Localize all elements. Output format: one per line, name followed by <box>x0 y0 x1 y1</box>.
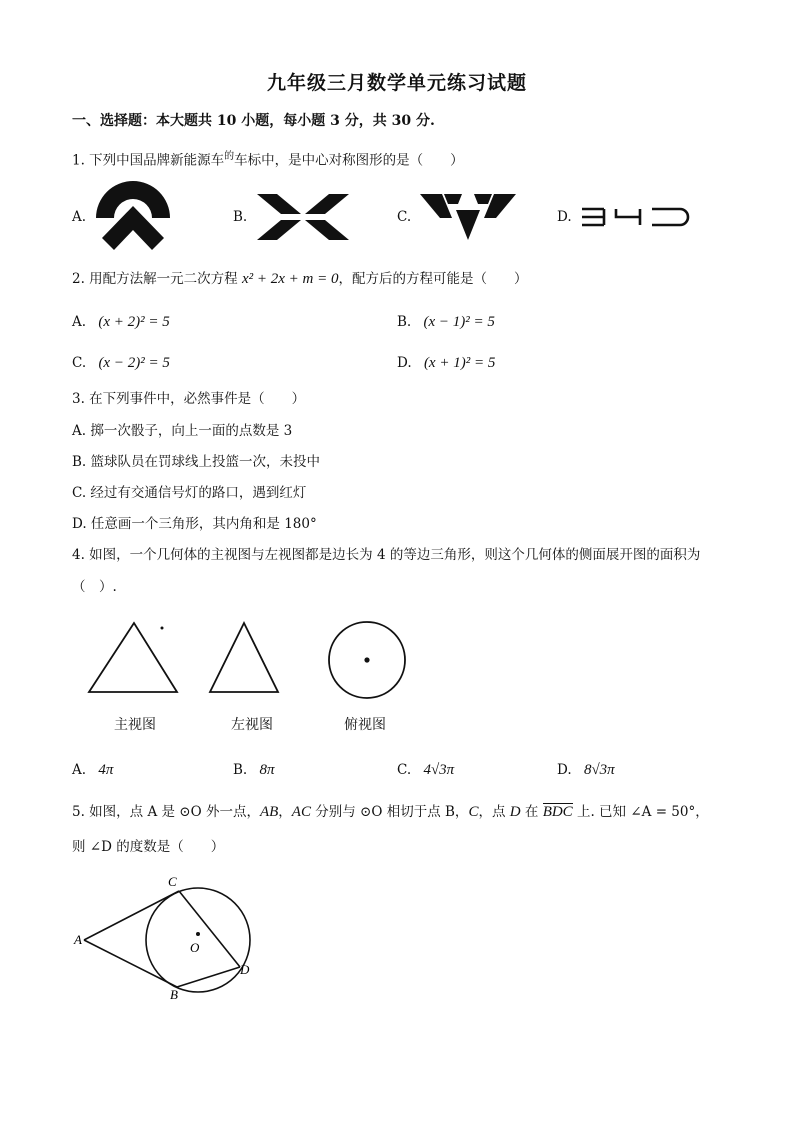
q5-point-c: C <box>468 804 479 820</box>
label-point-c: C <box>168 874 177 889</box>
q4-option-d-value: 8√3π <box>583 762 615 778</box>
q2-option-d-expr: (x + 1)² = 5 <box>423 355 496 371</box>
question-3-stem: 3. 在下列事件中，必然事件是（ ） <box>72 391 306 407</box>
q1-stem-part: 车标中，是中心对称图形的是（ ） <box>234 152 464 169</box>
q2-option-b-expr: (x − 1)² = 5 <box>423 314 495 330</box>
label-point-o: O <box>190 940 200 955</box>
q4-option-a-value: 4π <box>98 762 114 778</box>
logo-b-icon <box>255 192 351 242</box>
q5-text: ，点 <box>478 804 510 820</box>
q5-text: 5. 如图，点 A 是 ⊙O 外一点， <box>72 804 260 820</box>
q3-option-d[interactable]: D. 任意画一个三角形，其内角和是 180° <box>72 516 317 532</box>
q2-stem-part: ，配方后的方程可能是（ ） <box>338 271 528 287</box>
q1-option-c-label[interactable]: C. <box>397 209 412 225</box>
caption-front-view: 主视图 <box>114 717 156 733</box>
question-2-stem <box>72 270 527 288</box>
q4-option-a[interactable] <box>72 761 113 779</box>
q3-option-a[interactable]: A. 掷一次骰子，向上一面的点数是 3 <box>72 423 293 439</box>
q5-text: 分别与 ⊙O 相切于点 B， <box>310 804 469 820</box>
label-point-d: D <box>240 962 250 977</box>
q5-circle-tangent-diagram <box>66 872 266 1002</box>
label-point-a: A <box>74 932 82 947</box>
q4-option-c-label: C. <box>397 762 412 778</box>
q2-option-d[interactable] <box>397 354 495 372</box>
q3-option-c[interactable]: C. 经过有交通信号灯的路口，遇到红灯 <box>72 485 307 501</box>
page-title: 九年级三月数学单元练习试题 <box>266 72 527 94</box>
q2-option-a-expr: (x + 2)² = 5 <box>98 314 170 330</box>
q1-option-a-label[interactable]: A. <box>72 209 87 225</box>
q5-point-d: D <box>509 804 521 820</box>
q2-option-b-label: B. <box>397 314 412 330</box>
q1-option-d-label[interactable]: D. <box>557 209 572 225</box>
q5-text: 上. 已知 ∠A = 50°， <box>572 804 709 820</box>
q4-option-c-value: 4√3π <box>423 762 455 778</box>
q2-option-a[interactable] <box>72 313 170 331</box>
q5-text: 在 <box>520 804 543 820</box>
caption-side-view: 左视图 <box>231 717 273 733</box>
logo-c-icon <box>418 192 518 242</box>
q4-option-a-label: A. <box>72 762 87 778</box>
question-5-stem-end: 则 ∠D 的度数是（ ） <box>72 839 225 855</box>
q4-option-d-label: D. <box>557 762 572 778</box>
q4-option-b-label: B. <box>233 762 248 778</box>
logo-d-icon <box>580 207 692 227</box>
q4-option-b[interactable] <box>233 761 275 779</box>
label-point-b: B <box>170 987 178 1002</box>
question-4-stem: 4. 如图，一个几何体的主视图与左视图都是边长为 4 的等边三角形，则这个几何体的侧面展开图的面积为 <box>72 547 701 563</box>
q2-option-c-expr: (x − 2)² = 5 <box>98 355 170 371</box>
q4-option-c[interactable] <box>397 761 454 779</box>
q2-equation: x² + 2x + m = 0 <box>241 271 339 287</box>
question-4-stem-end: （ ）. <box>72 579 117 595</box>
q4-option-d[interactable] <box>557 761 615 779</box>
q2-option-b[interactable] <box>397 313 495 331</box>
top-view-circle <box>325 620 409 702</box>
q5-segment-ac: AC <box>291 804 311 820</box>
section-heading: 一、选择题：本大题共 10 小题，每小题 3 分，共 30 分. <box>72 113 435 129</box>
q4-option-b-value: 8π <box>259 762 275 778</box>
question-1-stem <box>72 148 464 170</box>
question-5-stem <box>72 803 772 821</box>
side-view-triangle <box>207 620 287 696</box>
q3-option-b[interactable]: B. 篮球队员在罚球线上投篮一次，未投中 <box>72 454 321 470</box>
q1-stem-part: 1. 下列中国品牌新能源车 <box>72 152 225 169</box>
logo-a-icon <box>92 180 174 254</box>
q5-arc-bdc: BDC <box>542 804 573 820</box>
q5-text: ， <box>278 804 292 820</box>
q2-option-d-label: D. <box>397 355 412 371</box>
q2-option-c[interactable] <box>72 354 170 372</box>
q1-option-b-label[interactable]: B. <box>233 209 248 225</box>
caption-top-view: 俯视图 <box>344 717 386 733</box>
q2-option-c-label: C. <box>72 355 87 371</box>
q2-option-a-label: A. <box>72 314 87 330</box>
q2-stem-part: 2. 用配方法解一元二次方程 <box>72 271 238 287</box>
q1-stem-mark: 的 <box>224 151 235 162</box>
front-view-triangle <box>86 620 186 696</box>
q5-segment-ab: AB <box>259 804 279 820</box>
